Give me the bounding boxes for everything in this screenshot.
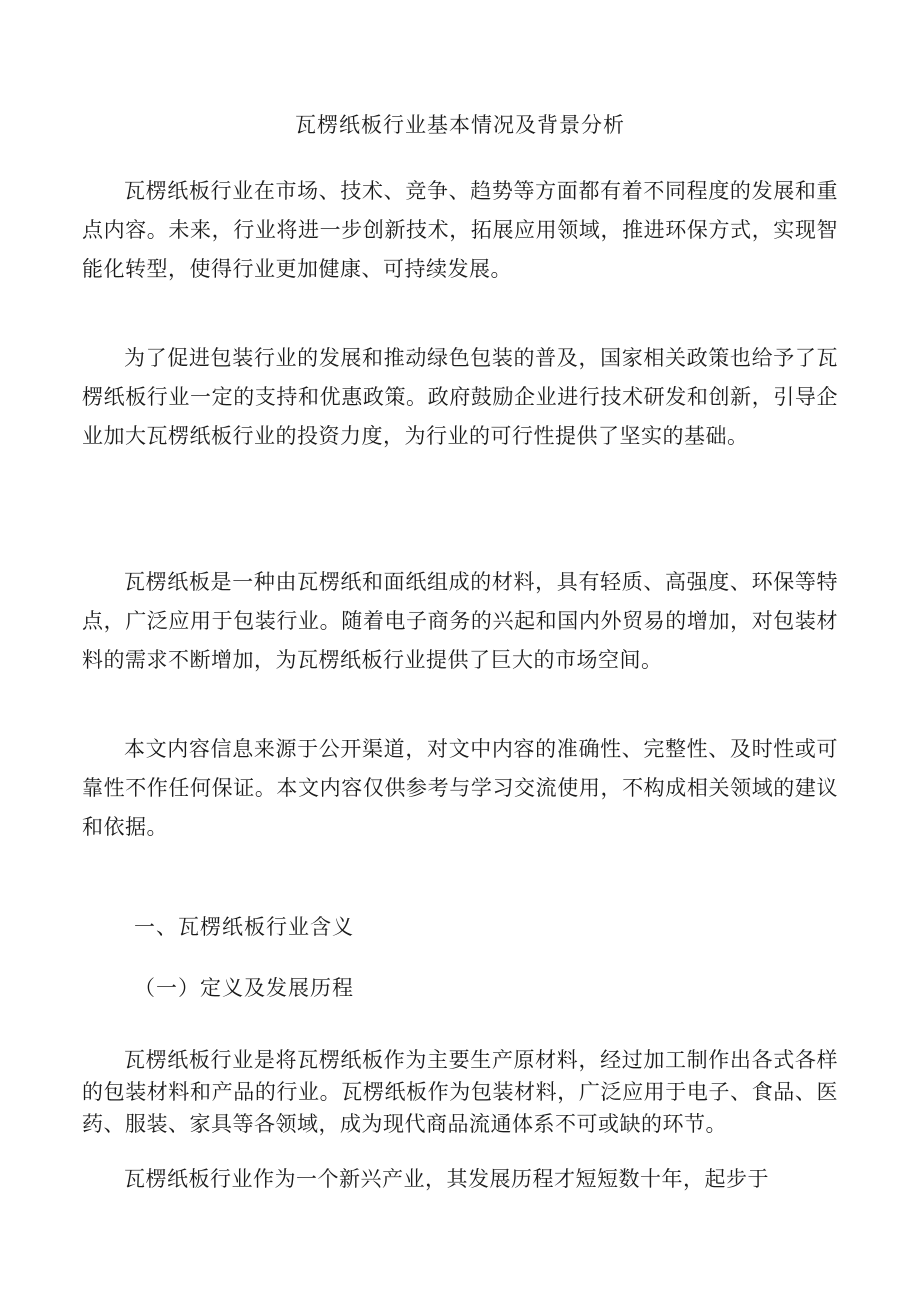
subsection-heading: （一）定义及发展历程 (134, 976, 354, 1000)
paragraph-history: 瓦楞纸板行业作为一个新兴产业，其发展历程才短短数十年，起步于 (124, 1167, 769, 1191)
paragraph-intro: 瓦楞纸板行业在市场、技术、竞争、趋势等方面都有着不同程度的发展和重点内容。未来，行业将进一步创新技术，拓展应用领域，推进环保方式，实现智能化转型，使得行业更加健康、可持续发展。 (82, 179, 838, 281)
paragraph-disclaimer: 本文内容信息来源于公开渠道，对文中内容的准确性、完整性、及时性或可靠性不作任何保证。本文内容仅供参考与学习交流使用，不构成相关领域的建议和依据。 (82, 737, 838, 839)
section-heading: 一、瓦楞纸板行业含义 (134, 915, 354, 939)
document-title: 瓦楞纸板行业基本情况及背景分析 (295, 113, 625, 137)
paragraph-material: 瓦楞纸板是一种由瓦楞纸和面纸组成的材料，具有轻质、高强度、环保等特点，广泛应用于包装行业。随着电子商务的兴起和国内外贸易的增加，对包装材料的需求不断增加，为瓦楞纸板行业提供了巨大的市场空间。 (82, 570, 838, 672)
paragraph-policy: 为了促进包装行业的发展和推动绿色包装的普及，国家相关政策也给予了瓦楞纸板行业一定的支持和优惠政策。政府鼓励企业进行技术研发和创新，引导企业加大瓦楞纸板行业的投资力度，为行业的可行性提供了坚实的基础。 (82, 346, 838, 448)
paragraph-definition: 瓦楞纸板行业是将瓦楞纸板作为主要生产原材料，经过加工制作出各式各样的包装材料和产品的行业。瓦楞纸板作为包装材料，广泛应用于电子、食品、医药、服装、家具等各领域，成为现代商品流通体系不可或缺的环节。 (82, 1048, 838, 1136)
